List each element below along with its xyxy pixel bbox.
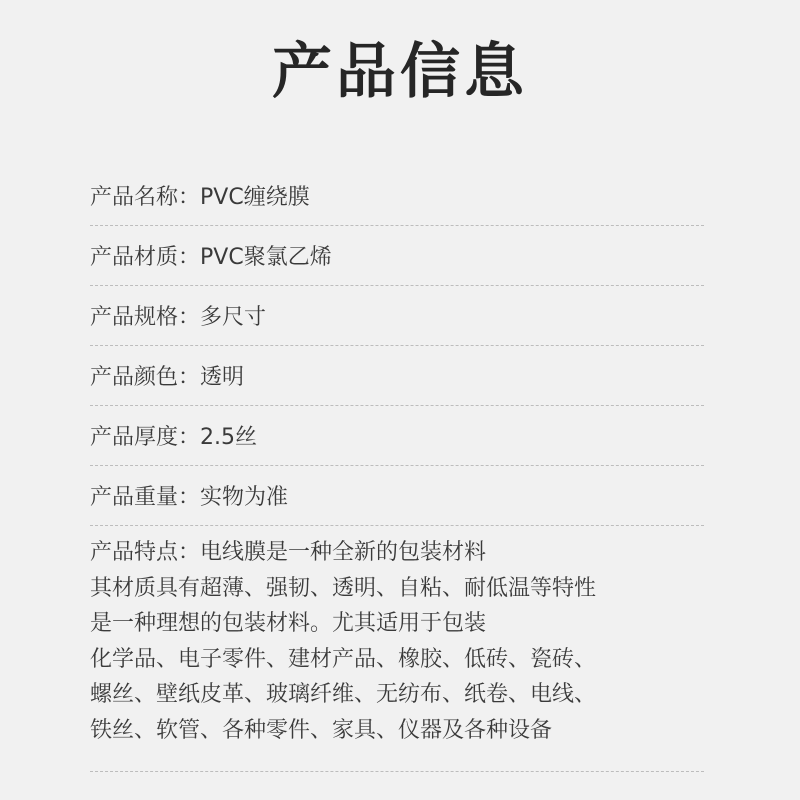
info-value: 多尺寸 xyxy=(200,305,267,330)
info-value: 实物为准 xyxy=(200,485,289,510)
info-row-name xyxy=(90,166,704,226)
info-value: 2.5丝 xyxy=(200,425,258,450)
info-label: 产品重量： xyxy=(90,485,201,510)
info-label: 产品材质： xyxy=(90,245,201,270)
page-title: 产品信息 xyxy=(272,37,528,107)
info-row-size xyxy=(90,286,704,346)
features-text: 电线膜是一种全新的包装材料 xyxy=(200,540,487,565)
info-value: PVC缠绕膜 xyxy=(200,185,310,210)
features-line xyxy=(90,535,704,571)
features-label: 产品特点： xyxy=(90,540,201,565)
info-value: 透明 xyxy=(200,365,245,390)
info-label: 产品名称： xyxy=(90,185,201,210)
features-line: 化学品、电子零件、建材产品、橡胶、低砖、瓷砖、 xyxy=(90,646,597,672)
info-row-weight xyxy=(90,466,704,526)
info-row-color xyxy=(90,346,704,406)
info-value: PVC聚氯乙烯 xyxy=(200,245,332,270)
features-line: 螺丝、壁纸皮革、玻璃纤维、无纺布、纸卷、电线、 xyxy=(90,682,597,707)
product-features xyxy=(90,535,704,748)
features-line: 是一种理想的包装材料。尤其适用于包装 xyxy=(90,611,487,636)
bottom-divider xyxy=(90,771,704,772)
info-label: 产品厚度： xyxy=(90,425,201,450)
info-label: 产品规格： xyxy=(90,305,201,330)
product-info-list xyxy=(90,166,704,526)
features-line: 铁丝、软管、各种零件、家具、仪器及各种设备 xyxy=(90,717,553,743)
features-line: 其材质具有超薄、强韧、透明、自粘、耐低温等特性 xyxy=(90,575,597,601)
info-label: 产品颜色： xyxy=(90,365,201,390)
info-row-thickness xyxy=(90,406,704,466)
info-row-material xyxy=(90,226,704,286)
